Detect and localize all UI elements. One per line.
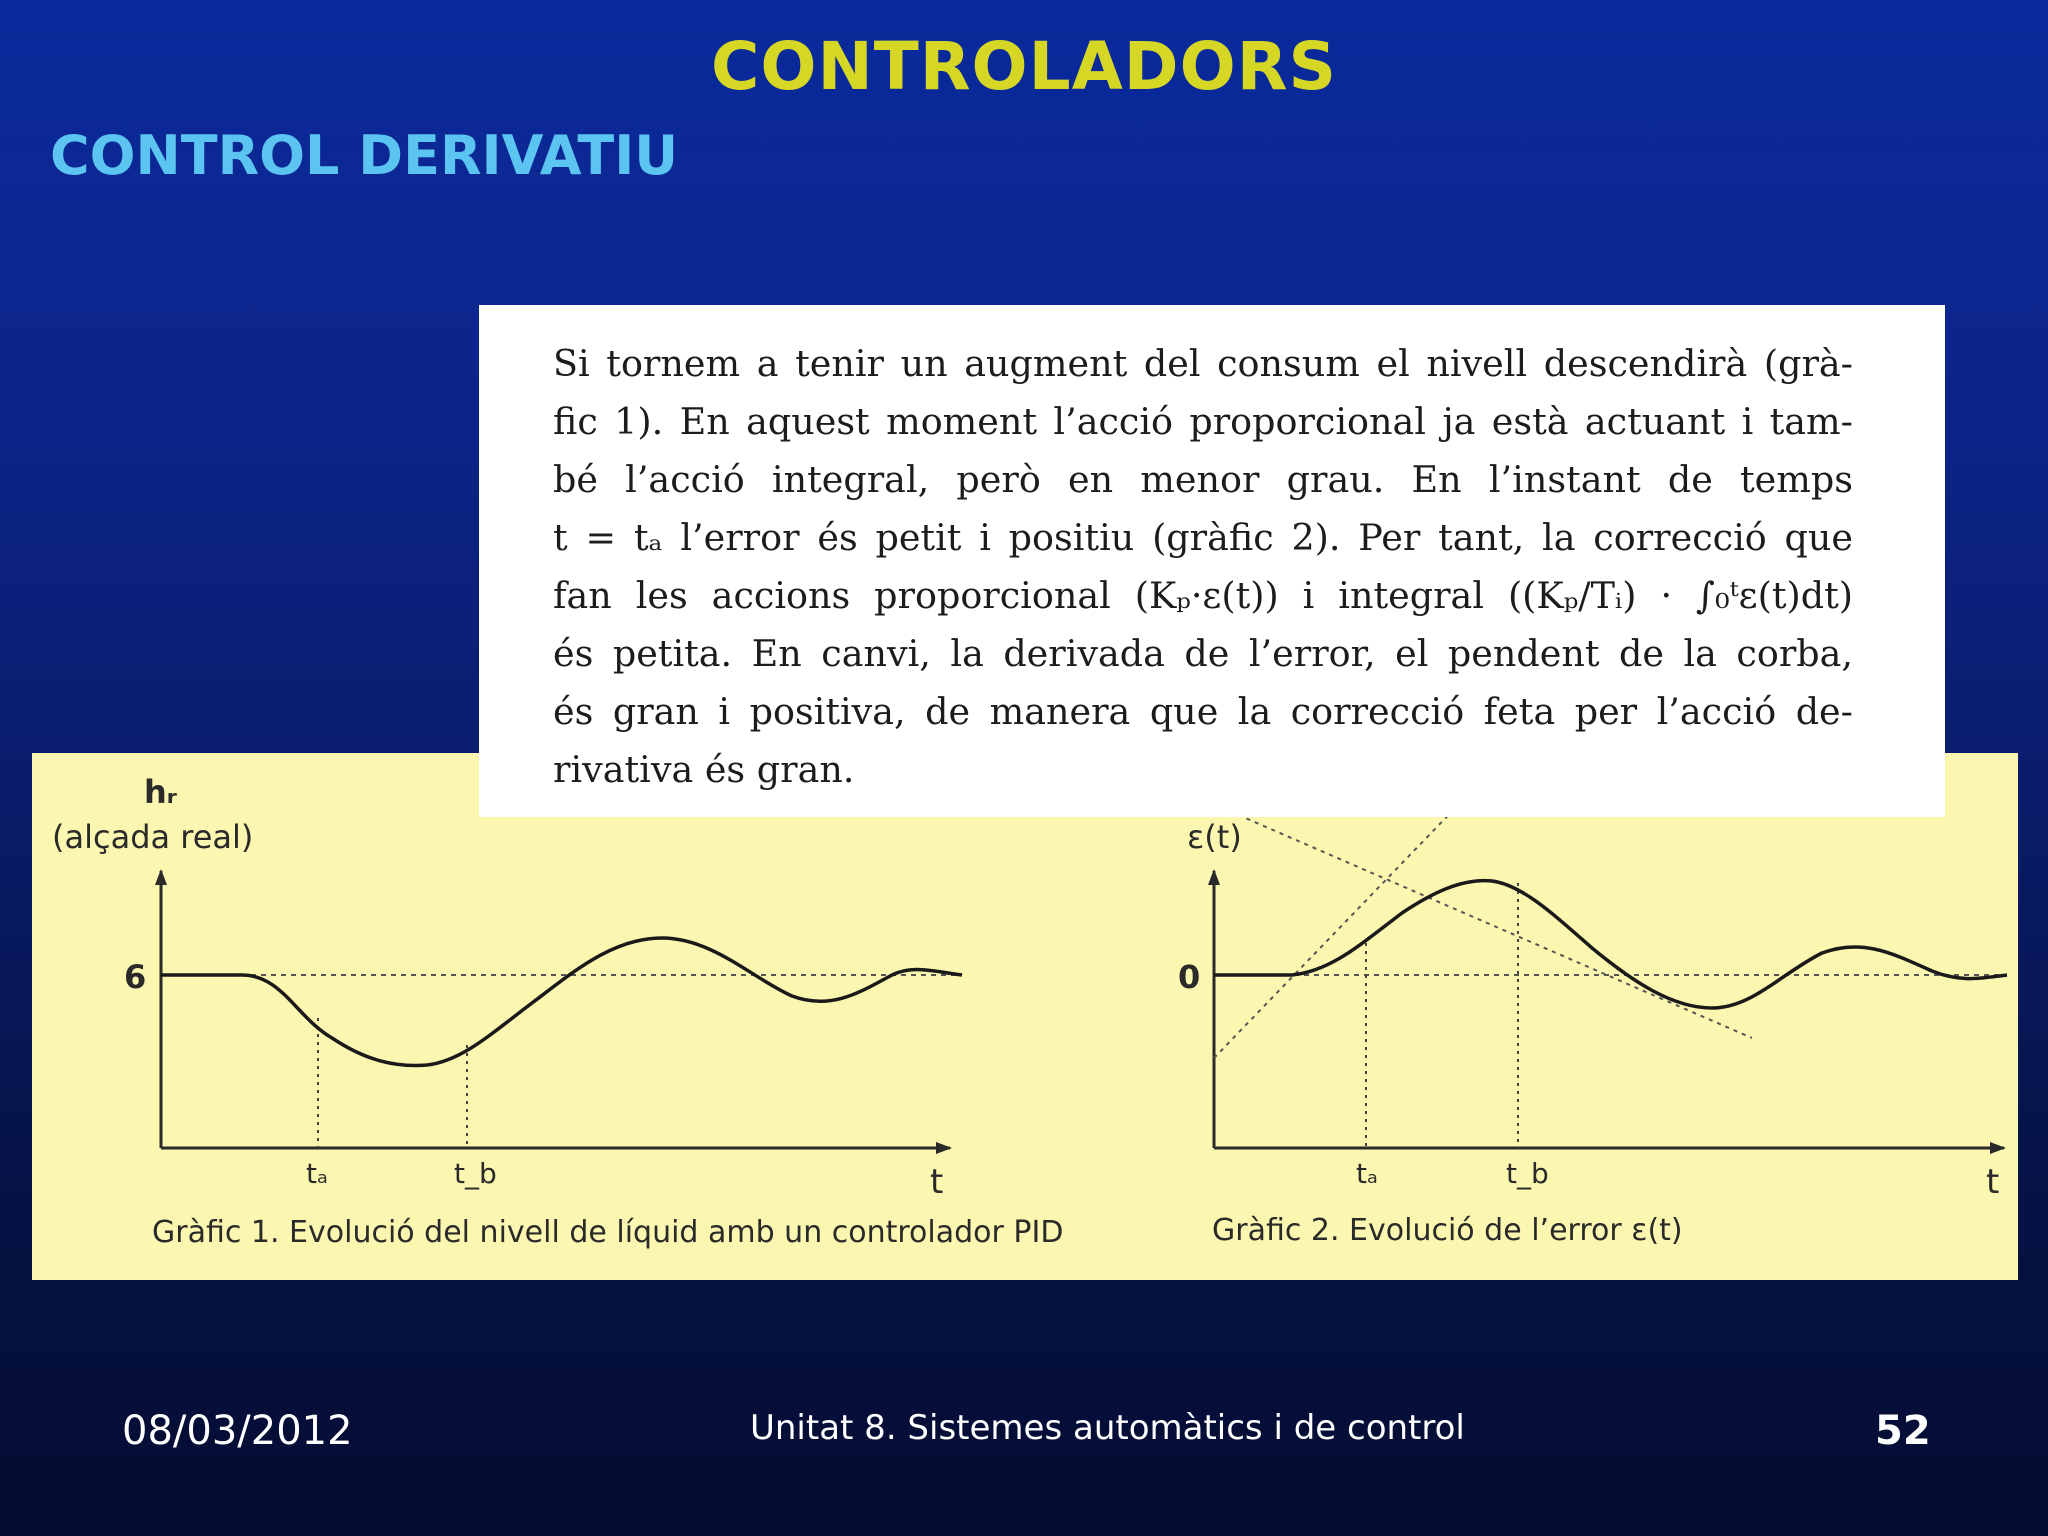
paragraph-line: Si tornem a tenir un augment del consum el nivell descendirà (grà- (553, 342, 1853, 385)
graph2 (1178, 797, 2007, 1248)
graph2-tangent-tb (1197, 797, 1752, 1038)
explanation-paragraph (553, 335, 1853, 799)
paragraph-line: t = tₐ l’error és petit i positiu (gràfic 2). Per tant, la correcció que (553, 516, 1853, 559)
paragraph-line: és petita. En canvi, la derivada de l’error, el pendent de la corba, (553, 632, 1853, 675)
graphs-svg (32, 753, 2018, 1280)
footer-date: 08/03/2012 (122, 1408, 353, 1454)
graph1-curve (161, 938, 962, 1066)
explanation-box (479, 305, 1945, 817)
graph1 (52, 773, 1063, 1250)
graph1-caption: Gràfic 1. Evolució del nivell de líquid amb un controlador PID (152, 1215, 1064, 1250)
paragraph-line: fic 1). En aquest moment l’acció proporcional ja està actuant i tam- (553, 400, 1853, 443)
graph2-y-tick: 0 (1178, 958, 1201, 996)
graph2-x-label: t (1986, 1162, 2000, 1202)
page-number: 52 (1875, 1408, 1931, 1454)
slide-subtitle: CONTROL DERIVATIU (50, 124, 679, 187)
graphs-panel (32, 753, 2018, 1280)
graph2-tb-label: t_b (1506, 1157, 1549, 1190)
graph1-tb-label: t_b (454, 1157, 497, 1190)
graph1-x-label: t (930, 1162, 944, 1202)
graph2-caption: Gràfic 2. Evolució de l’error ε(t) (1212, 1213, 1683, 1248)
paragraph-line: fan les accions proporcional (Kₚ·ε(t)) i integral ((Kₚ/Tᵢ) · ∫₀ᵗε(t)dt) (553, 574, 1853, 617)
graph2-tangent-ta (1214, 801, 1462, 1058)
footer-course-title: Unitat 8. Sistemes automàtics i de control (750, 1408, 1465, 1448)
graph1-y-label: (alçada real) (52, 818, 254, 856)
paragraph-line: és gran i positiva, de manera que la correcció feta per l’acció de- (553, 690, 1853, 733)
graph2-curve (1214, 881, 2007, 1008)
graph1-ta-label: tₐ (306, 1157, 328, 1190)
graph1-y-tick: 6 (124, 958, 147, 996)
paragraph-line: rivativa és gran. (553, 748, 855, 791)
graph2-y-label: ε(t) (1187, 818, 1242, 856)
slide-title: CONTROLADORS (710, 28, 1338, 105)
graph2-ta-label: tₐ (1356, 1157, 1378, 1190)
paragraph-line: bé l’acció integral, però en menor grau. En l’instant de temps (553, 458, 1853, 501)
graph1-y-symbol: hᵣ (144, 773, 177, 811)
